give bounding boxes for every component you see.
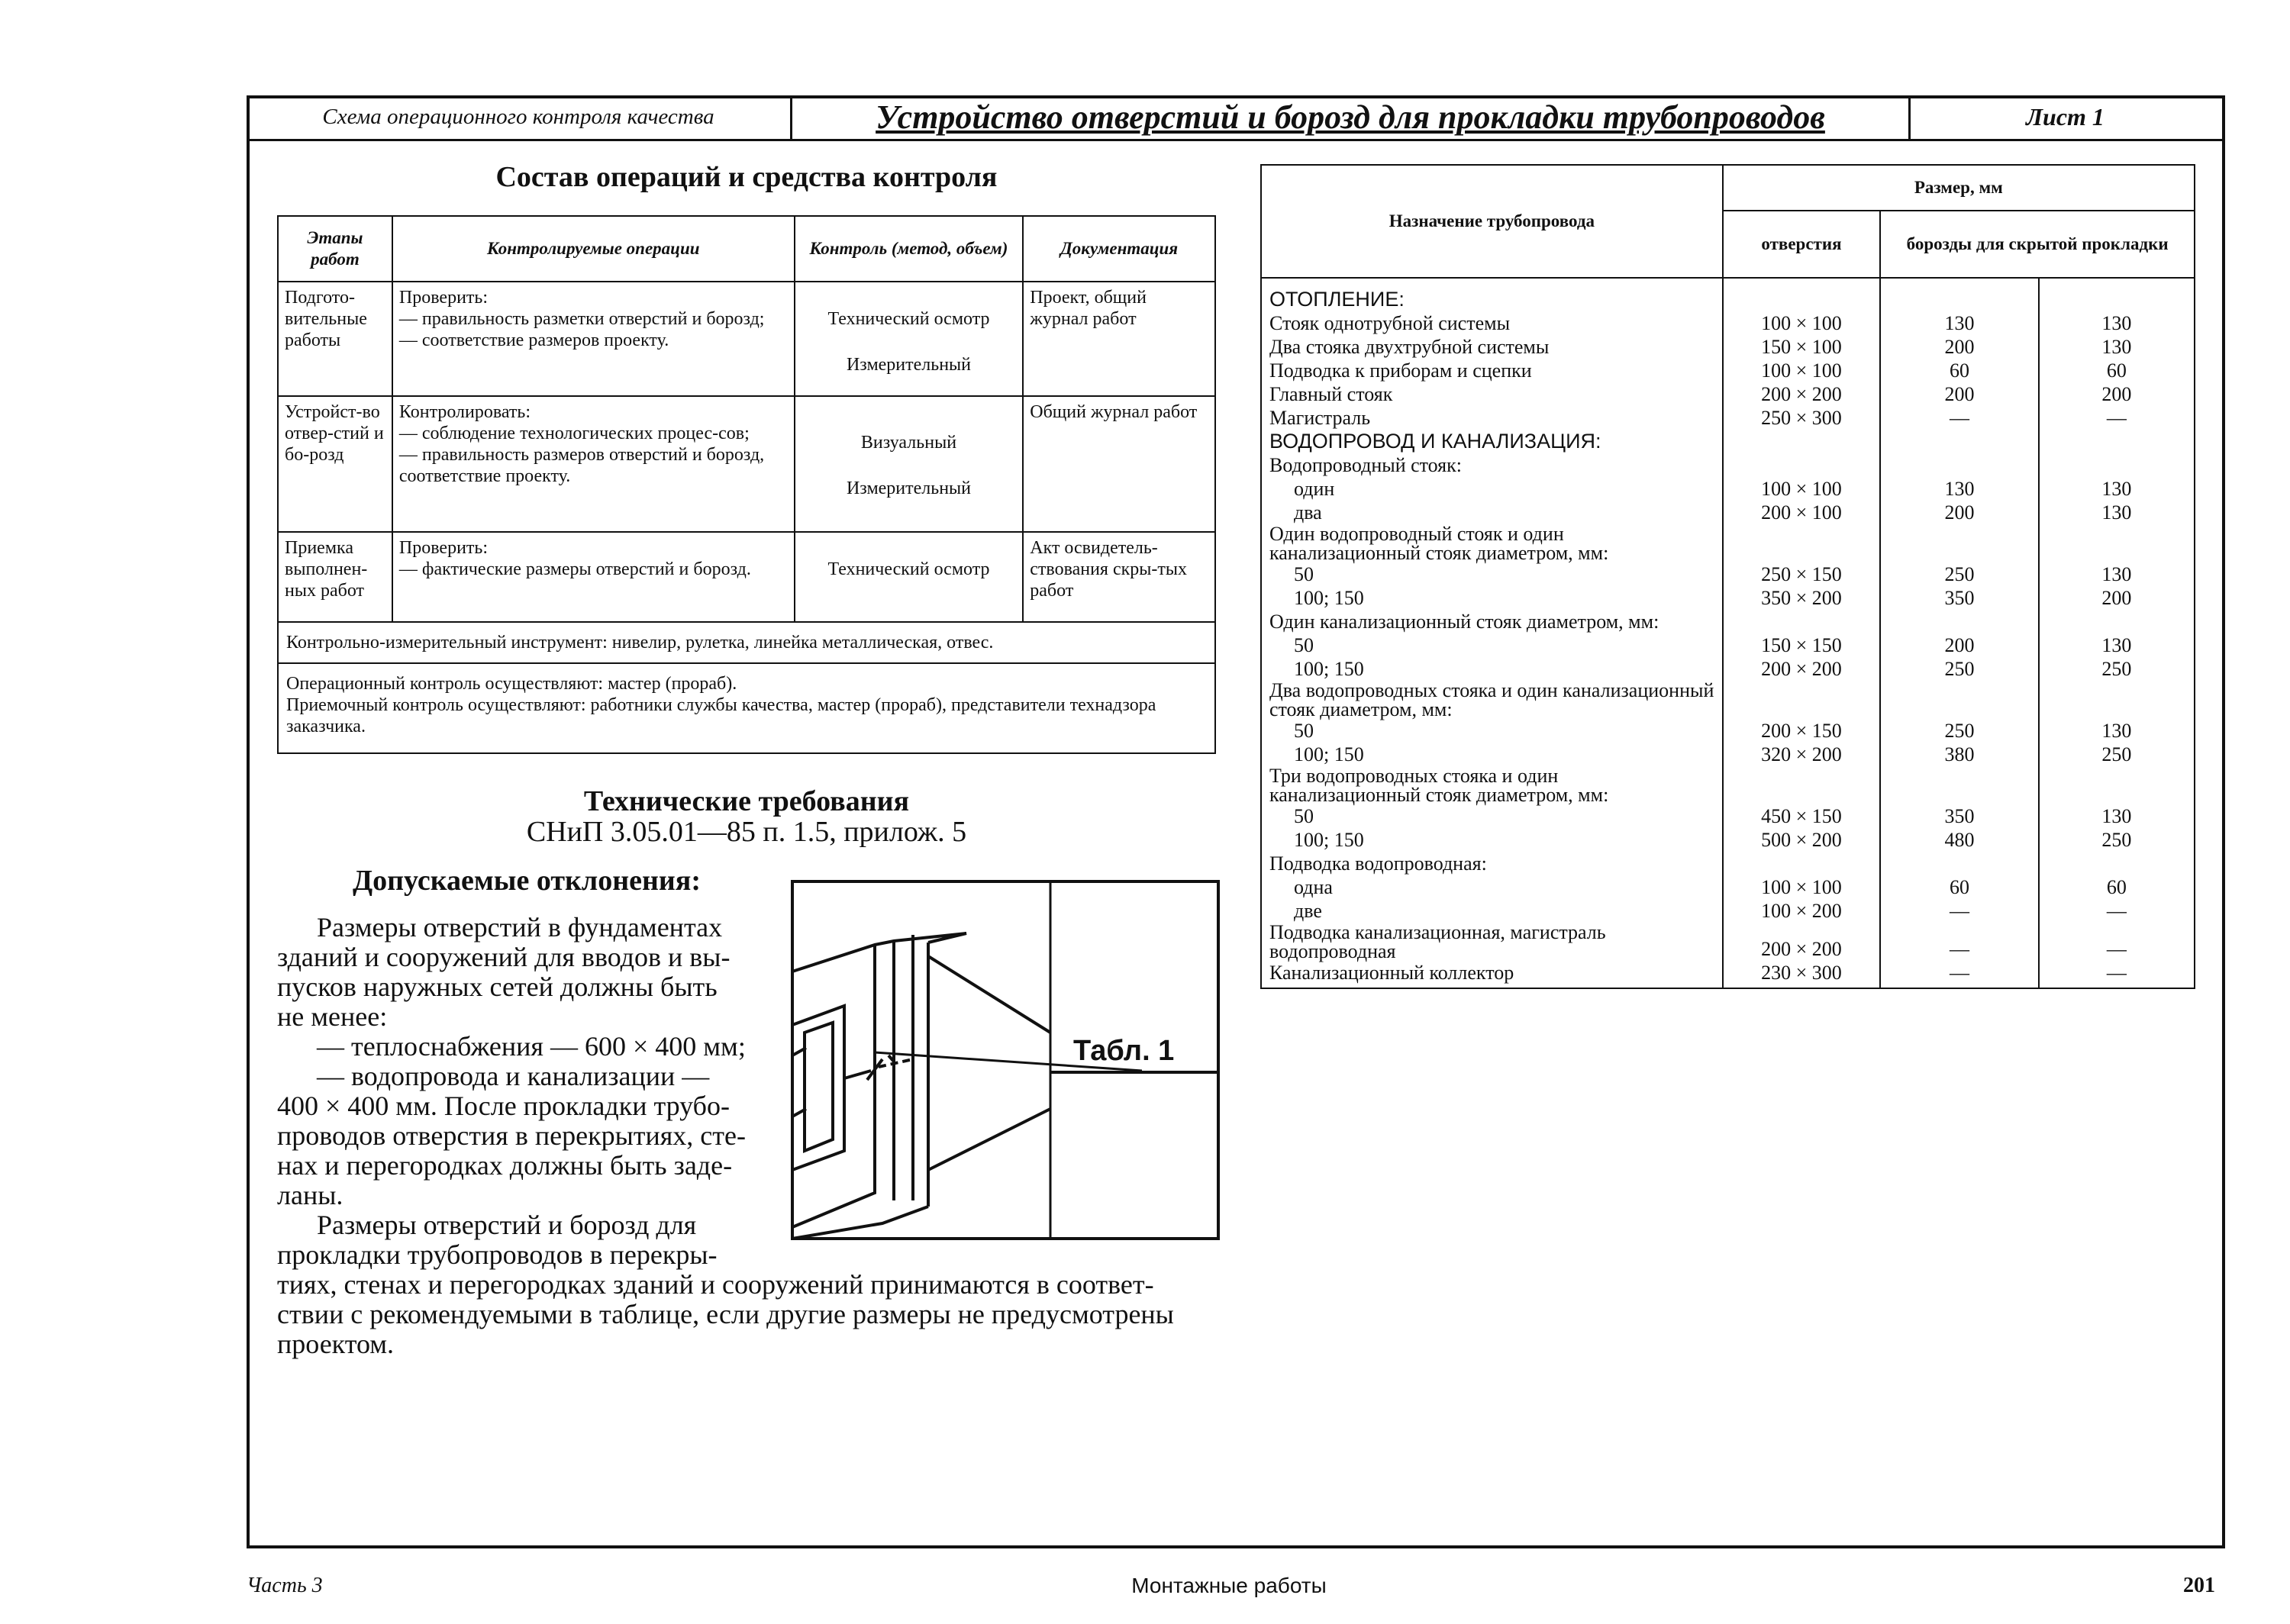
hole-cell: 100 × 100 xyxy=(1723,477,1881,501)
purpose-cell: Два стояка двухтрубной системы xyxy=(1261,335,1723,359)
groove-cell: — xyxy=(1880,923,2038,961)
docs-cell: Общий журнал работ xyxy=(1023,396,1215,532)
hole-cell: 100 × 100 xyxy=(1723,875,1881,899)
groove-cell: — xyxy=(1880,899,2038,923)
hole-cell: 200 × 200 xyxy=(1723,657,1881,681)
groove-cell: 250 xyxy=(2039,828,2195,852)
purpose-cell: Два водопроводных стояка и один канализационный стояк диаметром, мм: xyxy=(1261,681,1723,719)
text-line: зданий и сооружений для вводов и вы- xyxy=(277,942,731,972)
hole-cell xyxy=(1723,430,1881,453)
groove-cell xyxy=(1880,681,2038,719)
sizes-table xyxy=(1260,164,2195,989)
groove-cell: 380 xyxy=(1880,743,2038,766)
text-line: 400 × 400 мм. После прокладки трубо- xyxy=(277,1091,730,1121)
control-line: Технический осмотр xyxy=(827,559,990,579)
groove-cell xyxy=(2039,453,2195,477)
hole-cell xyxy=(1723,278,1881,311)
text-line: прокладки трубопроводов в перекры- xyxy=(277,1239,718,1270)
docs-cell: Акт освидетель-ствования скры-тых работ xyxy=(1023,532,1215,622)
groove-cell: 130 xyxy=(2039,311,2195,335)
text-line: ствии с рекомендуемыми в таблице, если другие размеры не предусмотрены xyxy=(277,1299,1174,1329)
groove-cell: 60 xyxy=(2039,875,2195,899)
hole-cell xyxy=(1723,852,1881,875)
purpose-cell: ВОДОПРОВОД И КАНАЛИЗАЦИЯ: xyxy=(1261,430,1723,453)
op-line: Проверить: xyxy=(398,538,489,558)
groove-cell xyxy=(2039,430,2195,453)
text-line: нах и перегородках должны быть заде- xyxy=(277,1150,733,1181)
operations-cell xyxy=(392,282,795,396)
col-hole: отверстия xyxy=(1723,211,1881,278)
col-control: Контроль (метод, объем) xyxy=(795,216,1024,282)
table-row xyxy=(1261,804,2195,828)
hole-cell: 320 × 200 xyxy=(1723,743,1881,766)
table-row xyxy=(1261,562,2195,586)
table-row xyxy=(1261,633,2195,657)
groove-cell: 60 xyxy=(1880,359,2038,382)
table-row xyxy=(1261,501,2195,524)
purpose-cell: Подводка к приборам и сцепки xyxy=(1261,359,1723,382)
deviations-heading: Допускаемые отклонения: xyxy=(353,865,701,897)
groove-cell: 200 xyxy=(2039,382,2195,406)
table-row xyxy=(278,282,1215,396)
groove-cell: 250 xyxy=(2039,743,2195,766)
table-row xyxy=(1261,278,2195,311)
groove-cell: — xyxy=(2039,961,2195,988)
text-line: пусков наружных сетей должны быть xyxy=(277,972,718,1002)
table-row xyxy=(1261,961,2195,988)
table-row xyxy=(1261,743,2195,766)
header-title: Устройство отверстий и борозд для прокладки трубопроводов xyxy=(876,98,1825,136)
groove-cell xyxy=(2039,681,2195,719)
table-row xyxy=(1261,311,2195,335)
stage-cell: Подгото-вительные работы xyxy=(278,282,392,396)
control-line: Визуальный xyxy=(860,433,957,453)
table-row xyxy=(1261,899,2195,923)
footer-page: 201 xyxy=(2183,1574,2215,1597)
operations-cell xyxy=(392,396,795,532)
groove-cell xyxy=(1880,278,2038,311)
hole-cell: 100 × 100 xyxy=(1723,311,1881,335)
groove-cell: 60 xyxy=(1880,875,2038,899)
op-line: — соблюдение технологических процес-сов; xyxy=(398,424,750,443)
hole-cell: 200 × 100 xyxy=(1723,501,1881,524)
table-row xyxy=(1261,681,2195,719)
table-row xyxy=(1261,406,2195,430)
control-cell xyxy=(795,396,1024,532)
table-row xyxy=(1261,382,2195,406)
table-row xyxy=(1261,453,2195,477)
groove-cell xyxy=(1880,852,2038,875)
instruments-note: Контрольно-измерительный инструмент: нивелир, рулетка, линейка металлическая, отвес. xyxy=(278,622,1215,663)
table-row xyxy=(1261,828,2195,852)
groove-cell xyxy=(1880,430,2038,453)
groove-cell: — xyxy=(2039,899,2195,923)
tech-heading: Технические требования xyxy=(583,785,910,817)
control-note xyxy=(278,663,1215,753)
purpose-cell: Подводка водопроводная: xyxy=(1261,852,1723,875)
hole-cell xyxy=(1723,524,1881,562)
groove-cell: 130 xyxy=(2039,804,2195,828)
hole-cell: 150 × 150 xyxy=(1723,633,1881,657)
groove-cell: — xyxy=(1880,961,2038,988)
groove-cell: 200 xyxy=(1880,501,2038,524)
purpose-cell: два xyxy=(1261,501,1723,524)
hole-cell: 100 × 200 xyxy=(1723,899,1881,923)
table-row xyxy=(1261,657,2195,681)
groove-cell xyxy=(2039,766,2195,804)
control-cell xyxy=(795,282,1024,396)
purpose-cell: 100; 150 xyxy=(1261,743,1723,766)
groove-cell: 130 xyxy=(2039,501,2195,524)
hole-cell: 450 × 150 xyxy=(1723,804,1881,828)
purpose-cell: один xyxy=(1261,477,1723,501)
groove-cell: 200 xyxy=(1880,633,2038,657)
groove-cell: 130 xyxy=(1880,311,2038,335)
operations-table xyxy=(277,215,1216,754)
groove-cell xyxy=(2039,610,2195,633)
groove-cell xyxy=(1880,610,2038,633)
col-docs: Документация xyxy=(1023,216,1215,282)
docs-cell: Проект, общий журнал работ xyxy=(1023,282,1215,396)
groove-cell: 480 xyxy=(1880,828,2038,852)
col-stage: Этапы работ xyxy=(278,216,392,282)
footer-section: Монтажные работы xyxy=(1131,1574,1327,1597)
purpose-cell: одна xyxy=(1261,875,1723,899)
groove-cell: 250 xyxy=(2039,657,2195,681)
table-row xyxy=(1261,875,2195,899)
op-line: — фактические размеры отверстий и борозд. xyxy=(398,559,751,579)
purpose-cell: Водопроводный стояк: xyxy=(1261,453,1723,477)
text-line: Размеры отверстий в фундаментах xyxy=(317,912,723,942)
hole-cell xyxy=(1723,453,1881,477)
operations-cell xyxy=(392,532,795,622)
control-line: Технический осмотр xyxy=(827,309,990,329)
purpose-cell: Один канализационный стояк диаметром, мм: xyxy=(1261,610,1723,633)
groove-cell: 200 xyxy=(1880,382,2038,406)
table-row xyxy=(1261,477,2195,501)
groove-cell: 350 xyxy=(1880,804,2038,828)
control-cell xyxy=(795,532,1024,622)
groove-cell: 130 xyxy=(2039,477,2195,501)
purpose-cell: Стояк однотрубной системы xyxy=(1261,311,1723,335)
purpose-cell: 50 xyxy=(1261,562,1723,586)
hole-cell: 250 × 300 xyxy=(1723,406,1881,430)
tech-paragraph-2 xyxy=(277,1270,1224,1359)
purpose-cell: две xyxy=(1261,899,1723,923)
op-line: — правильность размеров отверстий и борозд, соответствие проекту. xyxy=(398,445,765,486)
groove-cell: 200 xyxy=(2039,586,2195,610)
table-row xyxy=(1261,923,2195,961)
purpose-cell: Канализационный коллектор xyxy=(1261,961,1723,988)
hole-cell xyxy=(1723,766,1881,804)
purpose-cell: 50 xyxy=(1261,719,1723,743)
groove-cell: 60 xyxy=(2039,359,2195,382)
purpose-cell: Подводка канализационная, магистраль водопроводная xyxy=(1261,923,1723,961)
ops-heading: Состав операций и средства контроля xyxy=(495,161,998,193)
groove-cell xyxy=(1880,453,2038,477)
hole-cell xyxy=(1723,681,1881,719)
table-row xyxy=(1261,430,2195,453)
table-row xyxy=(1261,524,2195,562)
groove-cell: 130 xyxy=(2039,719,2195,743)
purpose-cell: 100; 150 xyxy=(1261,657,1723,681)
groove-cell: 250 xyxy=(1880,562,2038,586)
groove-cell: 250 xyxy=(1880,719,2038,743)
groove-cell xyxy=(1880,524,2038,562)
col-groove: борозды для скрытой прокладки xyxy=(1880,211,2195,278)
op-line: Контролировать: xyxy=(398,402,531,422)
groove-cell xyxy=(2039,852,2195,875)
groove-cell: 350 xyxy=(1880,586,2038,610)
stage-cell: Устройст-во отвер-стий и бо-розд xyxy=(278,396,392,532)
col-size: Размер, мм xyxy=(1723,165,2195,211)
table-row xyxy=(1261,766,2195,804)
control-line: Измерительный xyxy=(846,355,971,375)
groove-cell: — xyxy=(2039,406,2195,430)
control-note-line: Приемочный контроль осуществляют: работники службы качества, мастер (прораб), представители технадзора заказчика. xyxy=(286,695,1156,736)
groove-cell: 130 xyxy=(2039,562,2195,586)
header-sheet: Лист 1 xyxy=(2026,102,2105,130)
page-header xyxy=(247,95,2225,141)
groove-cell: — xyxy=(1880,406,2038,430)
hole-cell: 100 × 100 xyxy=(1723,359,1881,382)
text-line: Размеры отверстий и борозд для xyxy=(317,1210,697,1240)
text-line: проектом. xyxy=(277,1329,395,1359)
hole-cell: 200 × 200 xyxy=(1723,923,1881,961)
header-left: Схема операционного контроля качества xyxy=(322,104,714,129)
purpose-cell: Один водопроводный стояк и один канализационный стояк диаметром, мм: xyxy=(1261,524,1723,562)
purpose-cell: 100; 150 xyxy=(1261,828,1723,852)
tech-paragraph-1 xyxy=(277,913,766,1270)
groove-cell xyxy=(2039,524,2195,562)
footer-part: Часть 3 xyxy=(247,1574,323,1597)
text-line: ланы. xyxy=(277,1180,344,1210)
hole-cell xyxy=(1723,610,1881,633)
groove-cell: 130 xyxy=(2039,633,2195,657)
groove-cell: 130 xyxy=(2039,335,2195,359)
text-line: тиях, стенах и перегородках зданий и сооружений принимаются в соответ- xyxy=(277,1269,1154,1300)
op-line: — правильность разметки отверстий и борозд; xyxy=(398,309,765,329)
purpose-cell: 50 xyxy=(1261,804,1723,828)
purpose-cell: Главный стояк xyxy=(1261,382,1723,406)
text-line: — водопровода и канализации — xyxy=(317,1061,710,1091)
stage-cell: Приемка выполнен-ных работ xyxy=(278,532,392,622)
table-row xyxy=(278,532,1215,622)
purpose-cell: Магистраль xyxy=(1261,406,1723,430)
hole-cell: 250 × 150 xyxy=(1723,562,1881,586)
groove-cell: 250 xyxy=(1880,657,2038,681)
col-purpose: Назначение трубопровода xyxy=(1261,165,1723,278)
wall-opening-figure xyxy=(791,880,1220,1240)
figure-label: Табл. 1 xyxy=(1073,1035,1175,1067)
op-line: Проверить: xyxy=(398,288,489,308)
purpose-cell: ОТОПЛЕНИЕ: xyxy=(1261,278,1723,311)
tech-ref: СНиП 3.05.01—85 п. 1.5, прилож. 5 xyxy=(526,816,967,848)
purpose-cell: Три водопроводных стояка и один канализационный стояк диаметром, мм: xyxy=(1261,766,1723,804)
table-row xyxy=(1261,610,2195,633)
table-row xyxy=(1261,359,2195,382)
text-line: не менее: xyxy=(277,1001,388,1032)
table-row xyxy=(1261,719,2195,743)
groove-cell xyxy=(2039,278,2195,311)
hole-cell: 200 × 150 xyxy=(1723,719,1881,743)
groove-cell: 200 xyxy=(1880,335,2038,359)
table-row xyxy=(1261,586,2195,610)
groove-cell xyxy=(1880,766,2038,804)
table-row xyxy=(1261,852,2195,875)
hole-cell: 150 × 100 xyxy=(1723,335,1881,359)
control-note-line: Операционный контроль осуществляют: мастер (прораб). xyxy=(286,674,737,694)
table-row xyxy=(1261,335,2195,359)
text-line: — теплоснабжения — 600 × 400 мм; xyxy=(317,1031,746,1062)
col-operations: Контролируемые операции xyxy=(392,216,795,282)
purpose-cell: 50 xyxy=(1261,633,1723,657)
hole-cell: 230 × 300 xyxy=(1723,961,1881,988)
purpose-cell: 100; 150 xyxy=(1261,586,1723,610)
groove-cell: — xyxy=(2039,923,2195,961)
hole-cell: 350 × 200 xyxy=(1723,586,1881,610)
op-line: — соответствие размеров проекту. xyxy=(398,330,669,350)
groove-cell: 130 xyxy=(1880,477,2038,501)
hole-cell: 500 × 200 xyxy=(1723,828,1881,852)
text-line: проводов отверстия в перекрытиях, сте- xyxy=(277,1120,746,1151)
table-row xyxy=(278,396,1215,532)
control-line: Измерительный xyxy=(846,478,971,498)
hole-cell: 200 × 200 xyxy=(1723,382,1881,406)
